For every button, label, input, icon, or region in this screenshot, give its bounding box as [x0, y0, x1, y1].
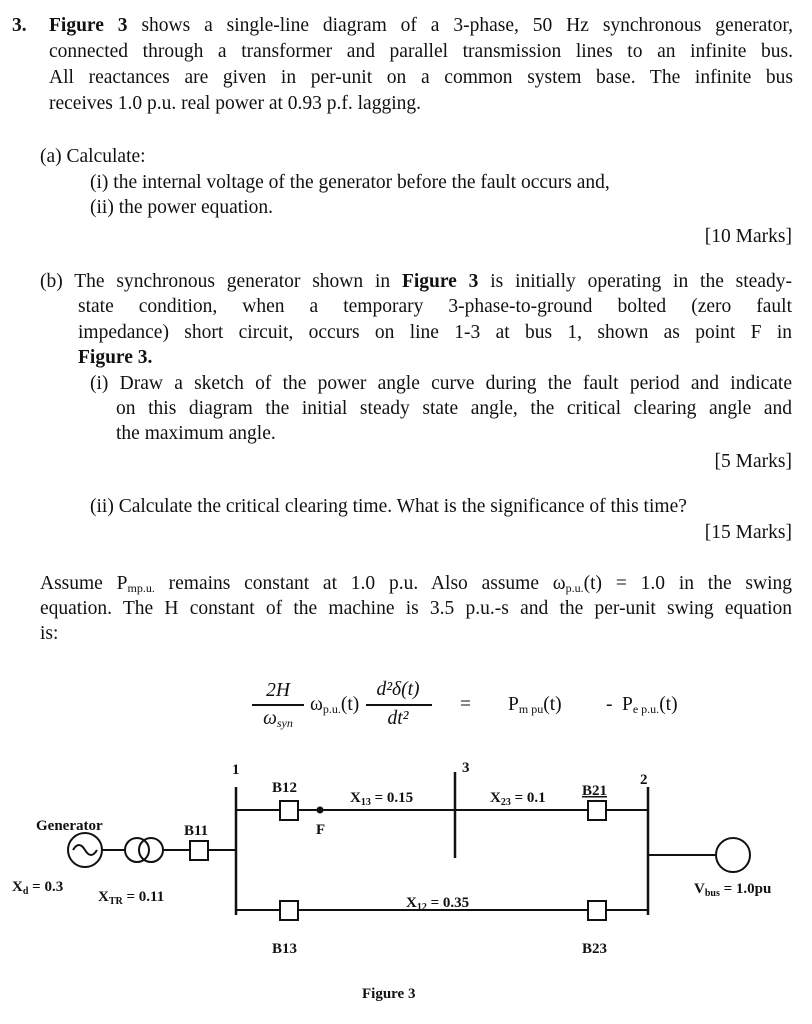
intro-line-1: Figure 3 shows a single-line diagram of a 3-phase, 50 Hz synchronous generator,: [49, 15, 794, 36]
part-b-line-4: Figure 3.: [78, 347, 153, 368]
b23-label: B23: [582, 941, 608, 957]
fault-point: [317, 807, 324, 814]
transformer-coil-1: [125, 838, 149, 862]
fault-label: F: [316, 822, 326, 838]
part-b-line-3: impedance) short circuit, occurs on line 1-3 at bus 1, shown as point F in: [78, 322, 792, 343]
part-b-ii-line-1: (ii) Calculate the critical clearing time. What is the significance of this time?: [90, 496, 687, 517]
assume-line-3: is:: [40, 623, 59, 644]
breaker-b13: [280, 901, 298, 920]
generator-label: Generator: [36, 818, 103, 834]
eq-num-2h: 2H: [266, 680, 290, 701]
vbus-label: $V_{bus} = 1.0pu$: [694, 881, 772, 899]
assume-line-2: equation. The H constant of the machine is 3.5 p.u.-s and the per-unit swing equation: [40, 598, 792, 619]
intro-line-2: connected through a transformer and parallel transmission lines to an infinite bus.: [49, 41, 793, 62]
x12-label: $X_{12} = 0.35$: [406, 895, 470, 913]
part-a-i: (i) the internal voltage of the generator before the fault occurs and,: [90, 172, 610, 193]
part-b-line-2: state condition, when a temporary 3-phase-to-ground bolted (zero fault: [78, 296, 792, 317]
eq-pe: $P_{e p.u.}(t)$: [622, 694, 678, 716]
infinite-bus-symbol: [716, 838, 750, 872]
part-b-ii-marks: [15 Marks]: [704, 522, 792, 543]
part-a-label: (a) Calculate:: [40, 146, 146, 167]
b12-label: B12: [272, 780, 298, 796]
figure-caption: Figure 3: [362, 986, 416, 1002]
generator-sine: [73, 845, 97, 855]
figure-ref: Figure 3: [49, 15, 128, 36]
breaker-b12: [280, 801, 298, 820]
eq-den-dt2: dt²: [387, 708, 409, 729]
breaker-b21: [588, 801, 606, 820]
b13-label: B13: [272, 941, 298, 957]
eq-pm: $P_{m pu}(t)$: [508, 694, 562, 716]
eq-minus: -: [606, 694, 613, 715]
question-number: 3.: [12, 15, 27, 36]
breaker-b23: [588, 901, 606, 920]
bus-3-label: 3: [462, 760, 470, 776]
intro-line-4: receives 1.0 p.u. real power at 0.93 p.f. lagging.: [49, 93, 422, 114]
part-a-ii: (ii) the power equation.: [90, 197, 274, 218]
single-line-diagram: [0, 750, 812, 1024]
assume-line-1: Assume $P_{mp.u.}$ remains constant at 1.0 p.u. Also assume $\omega_{p.u.}(t) = 1.0$ in the swing: [40, 573, 792, 595]
xd-label: $X_d = 0.3$: [12, 879, 64, 897]
part-b-i-marks: [5 Marks]: [714, 451, 792, 472]
part-a-marks: [10 Marks]: [704, 226, 792, 247]
eq-omega-pu: $\omega_{p.u.}(t)$: [310, 694, 360, 716]
x23-label: $X_{23} = 0.1$: [490, 790, 546, 808]
breaker-b11: [190, 841, 208, 860]
part-b-i-line-3: the maximum angle.: [116, 423, 276, 444]
eq-equals: =: [460, 694, 471, 715]
part-b-i-line-1: (i) Draw a sketch of the power angle curve during the fault period and indicate: [90, 373, 792, 394]
bus-1-label: 1: [232, 762, 240, 778]
b11-label: B11: [184, 823, 209, 839]
xtr-label: $X_{TR} = 0.11$: [98, 889, 165, 907]
intro-line-3: All reactances are given in per-unit on a common system base. The infinite bus: [49, 67, 793, 88]
x13-label: $X_{13} = 0.15$: [350, 790, 414, 808]
bus-2-label: 2: [640, 772, 648, 788]
transformer-coil-2: [139, 838, 163, 862]
eq-den-omega-syn: $\omega_{syn}$: [263, 708, 293, 730]
part-b-line-1: (b) The synchronous generator shown in Figure 3 is initially operating in the steady-: [40, 271, 792, 292]
b21-label: B21: [582, 783, 608, 799]
figure-ref: Figure 3: [401, 271, 479, 292]
part-b-i-line-2: on this diagram the initial steady state angle, the critical clearing angle and: [116, 398, 792, 419]
eq-num-d2delta: d²δ(t): [376, 679, 420, 700]
